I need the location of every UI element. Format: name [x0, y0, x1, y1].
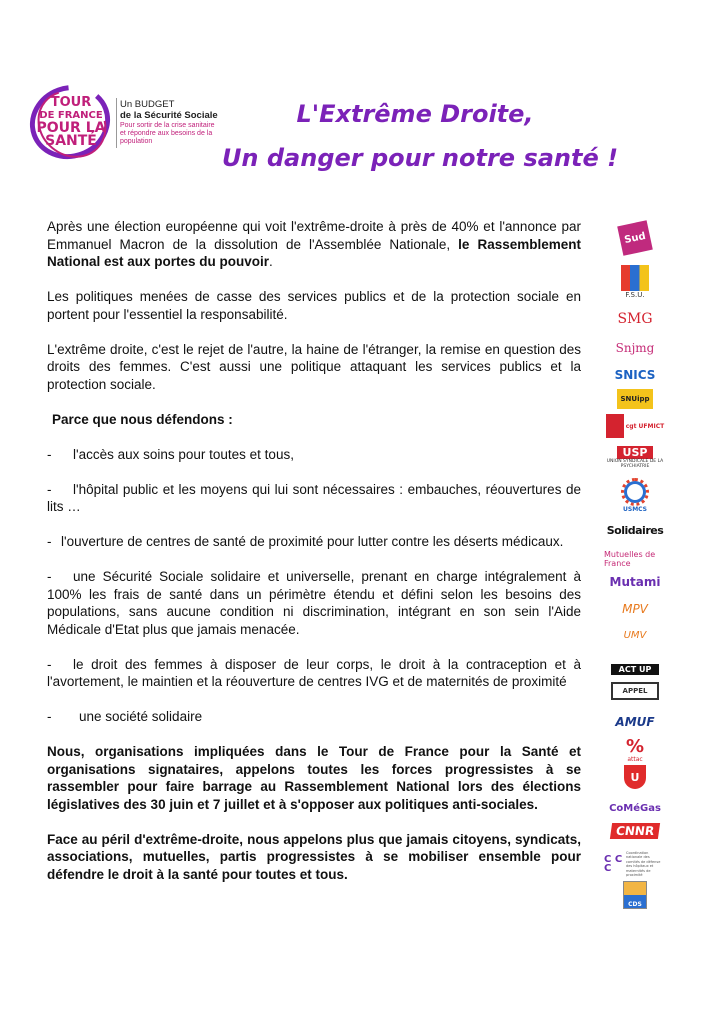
appel-logo-text: APPEL	[611, 682, 659, 700]
logo-tagline-1: Un BUDGET	[120, 99, 175, 110]
coordination-logo-mark: C C C	[604, 854, 623, 874]
list-dash: -	[47, 709, 52, 724]
list-dash: -	[47, 446, 52, 462]
list-item	[47, 708, 581, 726]
usp-logo-sub: UNION SYNDICALE DE LA PSYCHIATRIE	[606, 458, 664, 469]
act-up-logo-text: ACT UP	[611, 664, 659, 675]
coordination-logo-text: Coordination nationale des comités de défense des hôpitaux et maternités de proximité	[626, 850, 661, 877]
list-item-text: une société solidaire	[79, 709, 203, 724]
paragraph-3: L'extrême droite, c'est le rejet de l'autre, la haine de l'étranger, la remise en question des droits des femmes. C'est aussi une politique attaquant les services publics et la protection sociale.	[47, 341, 581, 392]
last-signatory-logo-text: CDS	[623, 881, 647, 909]
page-title-line1: L'Extrême Droite,	[296, 100, 534, 128]
sud-logo	[604, 220, 666, 256]
intro-bold: le Rassemblement National est aux portes du pouvoir	[47, 236, 581, 269]
list-item-text: l'accès aux soins pour toutes et tous,	[73, 446, 294, 462]
mutami-logo: Mutami	[609, 575, 661, 589]
cgt-logo-mark	[606, 414, 624, 438]
comegas-logo: CoMéGas	[609, 802, 661, 814]
list-item	[47, 533, 581, 551]
intro-text: Après une élection européenne qui voit l'extrême-droite à près de 40% et l'annonce par Emmanuel Macron de la dissolution de l'Assemblée Nationale,	[47, 219, 581, 252]
fsu-logo-mark	[621, 265, 649, 291]
mpv-logo: MPV	[622, 602, 648, 616]
page-title-line2: Un danger pour notre santé !	[221, 144, 619, 172]
mutuelles-de-france-logo: Mutuelles de France	[604, 550, 656, 568]
attac-percent-icon: %	[625, 735, 645, 757]
logo-line2: DE FRANCE	[39, 110, 103, 121]
document-body	[47, 218, 581, 901]
list-item-text: une Sécurité Sociale solidaire et universelle, prenant en charge intégralement à 100% les frais de santé dans un périmètre étendu et défini selon les besoins des populations, sans aucune condition ni discrimination, intégrant en son sein l'Aide Médicale d'Etat plus que jamais menacée.	[47, 569, 581, 637]
cgt-logo	[604, 413, 666, 439]
cgt-logo-text: cgt UFMICT	[625, 422, 665, 430]
list-dash: -	[47, 481, 52, 497]
last-signatory-logo	[604, 880, 666, 910]
logo-divider	[116, 98, 117, 148]
red-shield-logo-text: U	[624, 765, 646, 789]
snuipp-logo	[604, 388, 666, 410]
act-up-logo	[604, 662, 666, 676]
cnnr-logo-text: CNNR	[610, 823, 660, 839]
usmcs-logo-text: USMCS	[623, 505, 647, 513]
cnnr-logo	[604, 820, 666, 842]
list-item	[47, 568, 581, 638]
snics-logo: SNICS	[614, 368, 656, 382]
fsu-logo-text: F.S.U.	[625, 291, 645, 299]
red-shield-logo	[604, 764, 666, 790]
list-item-text: l'ouverture de centres de santé de proximité pour lutter contre les déserts médicaux.	[61, 534, 564, 549]
intro-end: .	[269, 254, 273, 269]
smg-logo: SMG	[617, 311, 653, 327]
fsu-logo	[604, 262, 666, 302]
logo-line1: TOUR	[50, 95, 92, 110]
closing-paragraph-2: Face au péril d'extrême-droite, nous appelons plus que jamais citoyens, syndicats, associations, mutuelles, partis progressistes à se mobiliser ensemble pour défendre le droit à la santé pour toutes et tous.	[47, 831, 581, 882]
logo-line3: POUR LA SANTÉ	[36, 120, 106, 149]
logo-wordmark	[34, 96, 108, 148]
snuipp-logo-text: SNUipp	[617, 389, 653, 409]
attac-logo-text: attac	[627, 755, 643, 763]
list-dash: -	[47, 656, 52, 672]
list-item-text: le droit des femmes à disposer de leur corps, le droit à la contraception et à l'avortement, le maintien et la réouverture de centres IVG et de maternités de proximité	[47, 656, 581, 689]
logo-tagline-small: Pour sortir de la crise sanitaire et répondre aux besoins de la population	[120, 122, 215, 145]
tour-de-france-sante-logo	[28, 84, 228, 164]
list-dash: -	[47, 569, 52, 584]
solidaires-logo: Solidaires	[606, 523, 664, 537]
appel-logo	[604, 680, 666, 702]
attac-logo	[604, 736, 666, 764]
list-item	[47, 446, 581, 464]
logo-tagline	[120, 100, 220, 146]
intro-paragraph	[47, 218, 581, 271]
usmcs-logo	[604, 476, 666, 514]
umv-logo: UMV	[623, 629, 647, 641]
usmcs-logo-mark	[621, 478, 649, 506]
sud-logo-text: Sud	[617, 220, 653, 256]
snjmg-logo: Snjmg	[615, 341, 655, 355]
amuf-logo: AMUF	[615, 715, 655, 729]
list-heading: Parce que nous défendons :	[52, 411, 233, 427]
logo-tagline-2: de la Sécurité Sociale	[120, 109, 218, 121]
list-item-text: l'hôpital public et les moyens qui lui sont nécessaires : embauches, réouvertures de lits …	[47, 481, 581, 514]
list-dash: -	[47, 534, 52, 549]
list-item	[47, 656, 581, 691]
usp-logo-text: USP	[617, 446, 654, 459]
coordination-logo	[604, 852, 666, 876]
closing-paragraph-1: Nous, organisations impliquées dans le Tour de France pour la Santé et organisations signataires, appelons toutes les forces progressistes à se rassembler pour faire barrage au Rassemblement National lors des élections législatives des 30 juin et 7 juillet et à s'opposer aux politiques anti-sociales.	[47, 744, 581, 812]
list-item	[47, 481, 581, 516]
usp-logo	[604, 442, 666, 472]
paragraph-2: Les politiques menées de casse des services publics et de la protection sociale en portent pour l'essentiel la responsabilité.	[47, 289, 581, 322]
